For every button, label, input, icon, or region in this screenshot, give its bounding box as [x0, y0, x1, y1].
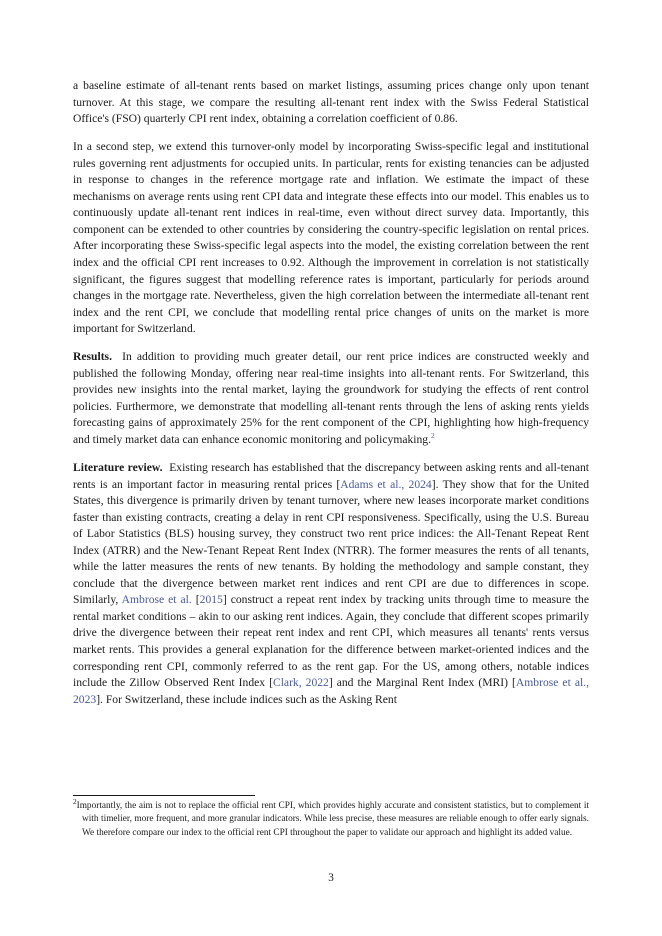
citation-link-ambrose-2023[interactable]: Ambrose et al., 2023 [73, 676, 589, 706]
citation-link-adams-2024[interactable]: Adams et al., 2024 [340, 477, 432, 491]
lit-text-segment-1: Existing research has established that the discrepancy between asking rents and all-tenant rents is an important factor in measuring rental prices [ [73, 460, 590, 491]
lit-text-segment-5: ] and the Marginal Rent Index (MRI) [ [328, 676, 516, 690]
paragraph-second-step [73, 139, 589, 338]
page-body [73, 78, 589, 708]
citation-link-ambrose-2015-author[interactable]: Ambrose et al. [121, 593, 192, 607]
lit-text-segment-4: ] construct a repeat rent index by tracking units through time to measure the rental market conditions – akin to our asking rent indices. Again, they conclude that different scopes primarily drive the divergence between their repeat rent index and rent CPI, which measures all tenants' rents versus market rents. This provides a general explanation for the difference between market-oriented indices and the corresponding rent CPI, commonly referred to as the rent gap. For the US, among others, notable indices include the Zillow Observed Rent Index [ [73, 593, 589, 690]
footnote-marker: 2 [73, 797, 77, 806]
footnote-divider [73, 795, 255, 796]
paragraph-baseline-estimate [73, 78, 589, 128]
lit-text-segment-2: ]. They show that for the United States, this divergence is primarily driven by tenant turnover, where new leases incorporate market conditions faster than existing contracts, creating a delay in rent CPI responsiveness. Specifically, using the U.S. Bureau of Labor Statistics (BLS) housing survey, they construct two rent price indices: the All-Tenant Repeat Rent Index (ATRR) and the New-Tenant Repeat Rent Index (NTRR). The former measures the rents of all tenants, while the latter measures the rents of new tenants. By holding the methodology and sample constant, they conclude that the divergence between market rent indices and rent CPI are due to differences in scope. Similarly, [73, 477, 589, 607]
results-heading: Results. [73, 350, 112, 364]
footnote-entry [73, 797, 589, 841]
page-number: 3 [328, 872, 334, 884]
footnote-reference-link[interactable]: 2 [431, 431, 435, 441]
footnote-text: Importantly, the aim is not to replace the official rent CPI, which provides highly accurate and consistent statistics, but to complement it with timelier, more frequent, and more granular indicators. While less precise, these measures are reliable enough to offer early signals. We therefore compare our index to the official rent CPI throughout the paper to validate our approach and highlight its added value. [76, 800, 589, 838]
paragraph-text: a baseline estimate of all-tenant rents based on market listings, assuming prices change only upon tenant turnover. At this stage, we compare the resulting all-tenant rent index with the Swiss Federal Statistical Office's (FSO) quarterly CPI rent index, obtaining a correlation coefficient of 0.86. [73, 79, 589, 126]
lit-text-segment-3: [ [191, 593, 200, 607]
paragraph-results [73, 349, 589, 448]
literature-review-heading: Literature review. [73, 460, 163, 474]
paragraph-text: In a second step, we extend this turnover-only model by incorporating Swiss-specific legal and institutional rules governing rent adjustments for occupied units. In particular, rents for existing tenancies can be adjusted in response to changes in the reference mortgage rate and inflation. We estimate the impact of these mechanisms on average rents using rent CPI data and integrate these effects into our model. This enables us to continuously update all-tenant rent indices in real-time, even without direct survey data. Importantly, this component can be extended to other countries by considering the country-specific legislation on rental prices. After incorporating these Swiss-specific legal aspects into the model, the existing correlation between the rent index and the official CPI rent increases to 0.92. Although the improvement in correlation is not statistically significant, the figures suggest that modelling reference rates is important, particularly for periods around changes in the mortgage rate. Nevertheless, given the high correlation between the intermediate all-tenant rent index and the rent CPI, we conclude that modelling rental price changes of units on the market is more important for Switzerland. [73, 140, 589, 336]
citation-link-clark-2022[interactable]: Clark, 2022 [272, 676, 329, 690]
footnote-area [73, 795, 589, 840]
lit-text-segment-6: ]. For Switzerland, these include indices such as the Asking Rent [96, 692, 397, 706]
results-body-text: In addition to providing much greater detail, our rent price indices are constructed weekly and published the following Monday, offering near real-time insights into all-tenant rents. For Switzerland, this provides new insights into the rental market, laying the groundwork for studying the effects of rent control policies. Furthermore, we demonstrate that modelling all-tenant rents through the lens of asking rents yields forecasting gains of approximately 25% for the rent component of the CPI, highlighting how high-frequency and timely market data can enhance economic monitoring and policymaking. [73, 350, 589, 446]
paragraph-literature-review [73, 460, 589, 708]
citation-link-ambrose-2015-year[interactable]: 2015 [199, 593, 223, 607]
